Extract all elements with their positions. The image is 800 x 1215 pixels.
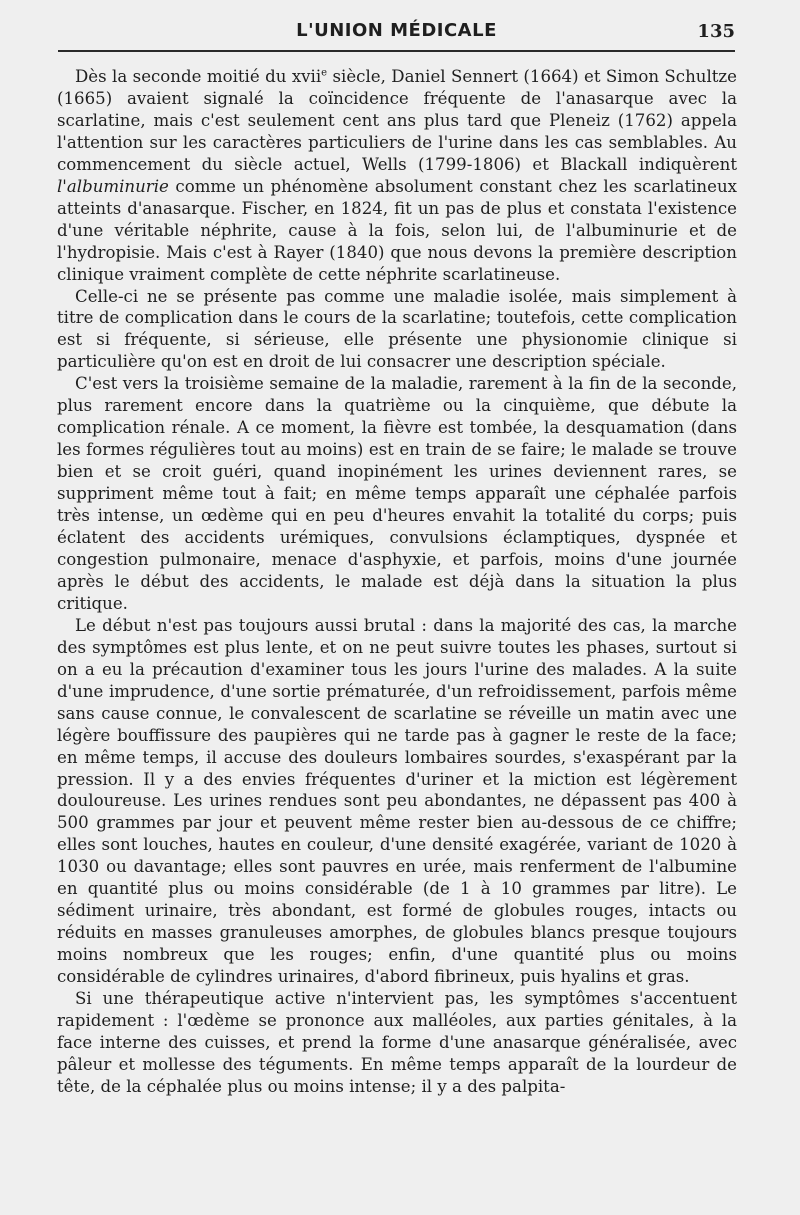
paragraph-3: C'est vers la troisième semaine de la maladie, rarement à la fin de la seconde, plus rarement encore dans la quatrième ou la cinquième, que débute la complication rénale. A ce moment, la fièvre est tombée, la desquamation (dans les formes régulières tout au moins) est en train de se faire; le malade se trouve bien et se croit guéri, quand inopinément les urines deviennent rares, se suppriment même tout à fait; en même temps apparaît une céphalée parfois très intense, un œdème qui en peu d'heures envahit la totalité du corps; puis éclatent des accidents urémiques, convulsions éclamptiques, dyspnée et congestion pulmonaire, menace d'asphyxie, et parfois, moins d'une journée après le début des accidents, le malade est déjà dans la situation la plus critique. [57,374,737,613]
page-number: 135 [697,21,735,42]
paragraph-1-text-end: comme un phénomène absolument constant chez les scarlatineux atteints d'anasarque. Fischer, en 1824, fit un pas de plus et constata l'existence d'une véritable néphrite, cause à la fois, selon lui, de l'albuminurie et de l'hydropisie. Mais c'est à Rayer (1840) que nous devons la première description clinique vraiment complète de cette néphrite scarlatineuse. [57,176,737,284]
paragraph-1-text-before: Dès la seconde moitié du xvii [75,67,322,86]
body-text [57,66,737,1098]
page-header [58,18,735,46]
paragraph-2: Celle-ci ne se présente pas comme une maladie isolée, mais simplement à titre de complication dans le cours de la scarlatine; toutefois, cette complication est si fréquente, si sérieuse, elle présente une physionomie clinique si particulière qu'on est en droit de lui consacrer une description spéciale. [57,286,737,372]
paragraph-1-text-after: siècle, Daniel Sennert (1664) et Simon Schultze (1665) avaient signalé la coïncidence fréquente de l'anasarque avec la scarlatine, mais c'est seulement cent ans plus tard que Pleneiz (1762) appela l'attention sur les caractères particuliers de l'urine dans les cas semblables. Au commencement du siècle actuel, Wells (1799-1806) et Blackall indiquèrent [57,67,737,174]
header-rule [58,50,735,52]
paragraph-1 [57,66,737,286]
running-title: L'UNION MÉDICALE [296,20,497,41]
albuminurie-emphasis: l'albuminurie [57,176,169,196]
paragraph-5: Si une thérapeutique active n'intervient pas, les symptômes s'accentuent rapidement : l'œdème se prononce aux malléoles, aux parties génitales, à la face interne des cuisses, et prend la forme d'une anasarque généralisée, avec pâleur et mollesse des téguments. En même temps apparaît de la lourdeur de tête, de la céphalée plus ou moins intense; il y a des palpita- [57,989,737,1096]
century-superscript: e [321,67,328,79]
paragraph-4: Le début n'est pas toujours aussi brutal : dans la majorité des cas, la marche des symptômes est plus lente, et on ne peut suivre toutes les phases, surtout si on a eu la précaution d'examiner tous les jours l'urine des malades. A la suite d'une imprudence, d'une sortie prématurée, d'un refroidissement, parfois même sans cause connue, le convalescent de scarlatine se réveille un matin avec une légère bouffissure des paupières qui ne tarde pas à gagner le reste de la face; en même temps, il accuse des douleurs lombaires sourdes, s'exaspérant par la pression. Il y a des envies fréquentes d'uriner et la miction est légèrement douloureuse. Les urines rendues sont peu abondantes, ne dépassent pas 400 à 500 grammes par jour et peuvent même rester bien au-dessous de ce chiffre; elles sont louches, hautes en couleur, d'une densité exagérée, variant de 1020 à 1030 ou davantage; elles sont pauvres en urée, mais renferment de l'albumine en quantité plus ou moins considérable (de 1 à 10 grammes par litre). Le sédiment urinaire, très abondant, est formé de globules rouges, intacts ou réduits en masses granuleuses amorphes, de globules blancs presque toujours moins nombreux que les rouges; enfin, d'une quantité plus ou moins considérable de cylindres urinaires, d'abord fibrineux, puis hyalins et gras. [57,615,737,987]
